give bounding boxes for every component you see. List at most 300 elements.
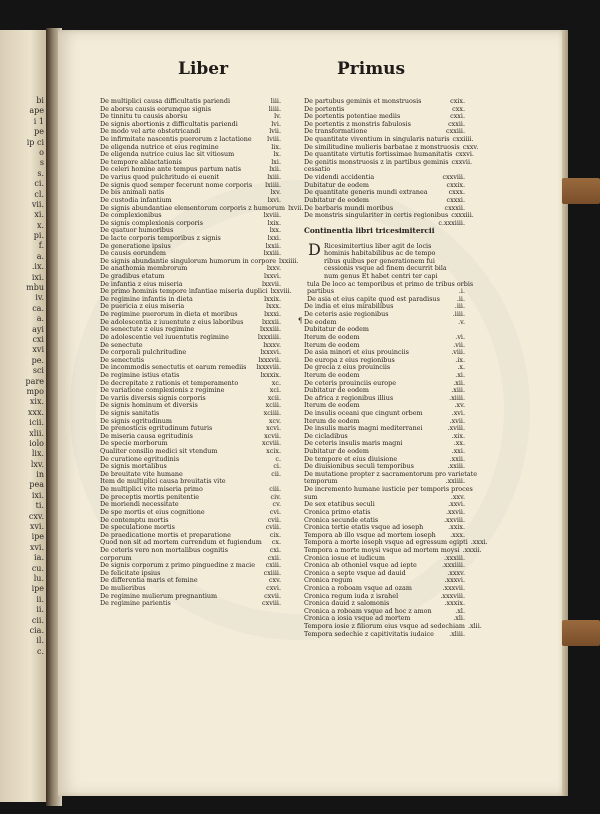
entry-title: De tinnitu tu causis aborsu: [100, 112, 188, 121]
entry-title: De ceteris insulis maris magni: [304, 439, 403, 448]
left-page-fragment: ipe: [31, 584, 44, 594]
entry-title: De signis mortalibus: [100, 462, 167, 471]
entry-title: Cronica a roboam vsque ad ozam: [304, 584, 412, 592]
left-page-fragment: i 1: [33, 116, 44, 126]
entry-title: De signis sanitatis: [100, 408, 160, 417]
entry-title: Qualiter consilio medici sit vtendum: [100, 447, 218, 456]
entry-title: corporum: [100, 553, 132, 562]
entry-title: De ceteris asie regionibus: [304, 310, 389, 319]
entry-title: De lacte corporis temporibus z signis: [100, 233, 221, 242]
left-page-fragment: ti.: [35, 501, 44, 511]
chapter-number: lv.: [274, 112, 281, 121]
chapter-number: c.xxxiiii.: [438, 218, 465, 227]
chapter-number: .xl.: [455, 606, 465, 615]
chapter-number: cxvi.: [266, 584, 281, 592]
left-page-text-fragments: [4, 96, 44, 657]
entry-title: De partubus geminis et monstruosis: [304, 97, 422, 105]
left-page-fragment: il.: [36, 636, 44, 646]
entry-title: De barbaris mundi moribus: [304, 203, 394, 212]
entry-title: De signis egritudinum: [100, 416, 172, 425]
entry-title: De regimine puerorum in dieta et moribus: [100, 310, 238, 319]
chapter-number: ci.: [273, 462, 281, 471]
chapter-number: cvii.: [267, 515, 281, 524]
chapter-number: cx.: [271, 538, 281, 547]
chapter-number: .xii.: [453, 378, 465, 387]
chapter-number: cxii.: [267, 553, 281, 562]
leather-strap-bottom: [562, 620, 600, 646]
entry-title: cessatio: [304, 165, 331, 174]
entry-title: De spe mortis et eius cognitione: [100, 507, 205, 516]
entry-title: De europa z eius regionibus: [304, 355, 395, 364]
chapter-number: xci.: [269, 386, 281, 395]
chapter-number: cii.: [271, 469, 281, 478]
right-toc-entry: [297, 485, 473, 494]
chapter-number: .xxx.: [450, 530, 465, 539]
chapter-number: .ii.: [456, 294, 465, 303]
left-page-fragment: ia.: [34, 553, 44, 563]
left-page-fragment: cxv.: [28, 511, 44, 521]
chapter-number: lxxxiii.: [259, 325, 281, 334]
chapter-number: .xxiiii.: [445, 477, 465, 486]
entry-title: De celeri homine ante tempus partum natis: [100, 165, 242, 174]
chapter-number: lix.: [271, 142, 281, 151]
running-head-right: Primus: [337, 59, 406, 79]
chapter-number: .xxxv.: [447, 568, 465, 577]
left-page-fragment: ixi.: [31, 272, 44, 282]
entry-title: De signis complexionis corporis: [100, 218, 203, 227]
entry-title: De portentis: [304, 104, 345, 113]
entry-title: Ricesimitertius liber agit de locis: [324, 241, 432, 250]
entry-title: De eligenda nutrice et eius regimine: [100, 142, 219, 151]
chapter-number: cxxix.: [446, 180, 465, 189]
entry-title: De prenosticis egritudinum futuris: [100, 424, 213, 433]
entry-title: Continentia libri tricesimitercii: [304, 226, 435, 236]
chapter-number: .iii.: [454, 302, 465, 311]
entry-title: De portentis potentiae mediis: [304, 112, 401, 121]
chapter-number: cxiiii.: [263, 568, 281, 577]
chapter-number: lviii.: [267, 135, 281, 144]
entry-title: De variis diversis signis corporis: [100, 393, 206, 402]
chapter-number: xcviii.: [262, 439, 281, 448]
left-page-fragment: xlii.: [29, 428, 44, 438]
entry-title: De felicitate ipsius: [100, 568, 161, 577]
left-page-fragment: in: [36, 470, 44, 480]
chapter-number: .vi.: [455, 332, 465, 341]
left-page-fragment: xvi.: [29, 542, 44, 552]
left-page-fragment: sci: [32, 366, 44, 376]
chapter-number: lx.: [273, 150, 281, 159]
chapter-number: xcvi.: [266, 424, 281, 433]
chapter-number: lxv.: [270, 188, 281, 197]
chapter-number: lxiii.: [267, 173, 281, 182]
entry-title: Tempora iosie z filiorum eius vsque ad sedechiam: [304, 622, 465, 631]
entry-title: De adolescentie vel iuuentutis regimine: [100, 332, 229, 341]
chapter-number: .iiii.: [452, 310, 465, 319]
entry-title: De insulis oceani que cingunt orbem: [304, 408, 423, 417]
chapter-number: lxviii.: [263, 211, 281, 220]
entry-title: De senectute: [100, 340, 143, 349]
chapter-number: lxxxii.: [262, 317, 281, 326]
entry-title: De miseria causa egritudinis: [100, 431, 193, 440]
entry-title: De africa z regionibus illius: [304, 393, 394, 402]
entry-title: De signis hominum et diversis: [100, 401, 198, 410]
chapter-number: liii.: [270, 97, 281, 105]
chapter-number: cvi.: [269, 507, 281, 516]
left-page-fragment: lxv.: [30, 459, 44, 469]
entry-title: De causis eorundem: [100, 249, 166, 258]
entry-title: De bis animali natis: [100, 188, 165, 197]
entry-title: De india et eius mirabilibus: [304, 302, 394, 311]
left-page-fragment: pi.: [33, 231, 44, 241]
chapter-number: .viii.: [451, 348, 465, 357]
chapter-number: cxxii.: [448, 119, 465, 128]
entry-title: De multiplici causa difficultatis pariendi: [100, 97, 231, 105]
chapter-number: xciii.: [265, 401, 281, 410]
chapter-number: cxvii.: [264, 591, 281, 600]
left-page-fragment: ca.: [32, 303, 44, 313]
chapter-number: lvii.: [269, 127, 281, 136]
entry-title: cessionis vsque ad finem decurrit bila: [324, 264, 447, 273]
chapter-number: lxxi.: [267, 233, 281, 242]
chapter-number: .v.: [458, 317, 465, 326]
entry-title: De genitis monstruosis z in partibus geminis: [304, 157, 449, 166]
chapter-number: .xliii.: [449, 629, 465, 638]
chapter-number: lxxxix.: [260, 370, 281, 379]
chapter-number: .xxxix.: [444, 599, 465, 608]
chapter-number: lxxix.: [264, 294, 281, 303]
entry-title: Cronica regum iuda z israhel: [304, 591, 399, 600]
entry-title: De eligenda nutrice cuius lac sit vitiosum: [100, 150, 235, 159]
entry-title: De incremento humane iusticie per temporis proces: [304, 485, 473, 494]
chapter-number: .xxxviii.: [440, 591, 465, 600]
entry-title: Tempora a morte ioseph vsque ad egressum egipti: [304, 538, 468, 547]
left-page-fragment: pea: [29, 480, 44, 490]
entry-title: Iterum de eodem: [304, 416, 360, 425]
left-page-fragment: lix.: [31, 449, 44, 459]
entry-title: Cronica a septe vsque ad dauid: [304, 568, 406, 577]
left-page-fragment: ip ci: [26, 137, 44, 147]
decorated-initial: D: [308, 240, 321, 259]
chapter-number: .xxxii.: [462, 545, 482, 554]
right-toc-entry: [297, 631, 465, 639]
left-page-fragment: a.: [36, 251, 44, 261]
entry-title: De puericia z eius miseria: [100, 302, 185, 311]
left-page-fragment: icii.: [29, 418, 44, 428]
entry-title: Iterum de eodem: [304, 332, 360, 341]
entry-title: Iterum de eodem: [304, 401, 360, 410]
entry-title: De grecia z eius prouinciis: [304, 363, 391, 372]
margin-mark: ¶: [298, 317, 303, 325]
chapter-number: liiii.: [268, 104, 281, 113]
entry-title: De infantia z eius miseria: [100, 279, 183, 288]
entry-title: De quantitate virtutis fortissimae humanitatis: [304, 150, 453, 159]
chapter-number: cxxviii.: [442, 173, 465, 182]
chapter-number: lxxxvi.: [260, 348, 281, 357]
entry-title: tula De loco ac temporibus et primo de tribus orbis: [307, 279, 474, 288]
chapter-number: cxiii.: [265, 561, 281, 570]
entry-title: De quatuor humoribus: [100, 226, 174, 235]
chapter-number: xcvii.: [264, 431, 281, 440]
entry-title: De diuisionibus seculi temporibus: [304, 462, 414, 471]
table-of-contents-right-column: [297, 97, 488, 638]
entry-title: hominis habitabilibus ac de tempo: [324, 249, 436, 258]
entry-title: temporum: [304, 477, 338, 486]
entry-title: De tempore ablactationis: [100, 157, 182, 166]
entry-title: num genus Et habet centri ter capi: [324, 272, 438, 281]
right-toc-entry: [297, 227, 465, 235]
chapter-number: .xli.: [453, 614, 465, 623]
entry-title: De anathomia membrorum: [100, 264, 188, 273]
entry-title: Cronica tertie etatis vsque ad ioseph: [304, 523, 424, 532]
chapter-number: .xv.: [454, 401, 465, 410]
left-page-fragment: xvi.: [29, 522, 44, 532]
entry-title: Dubitatur de eodem: [304, 447, 369, 456]
entry-title: De generatione ipsius: [100, 241, 171, 250]
entry-title: De corporali pulchritudine: [100, 348, 187, 357]
chapter-number: cxix.: [450, 97, 465, 105]
entry-title: De speculatione mortis: [100, 523, 175, 532]
chapter-number: .xiiii.: [449, 393, 465, 402]
left-page-fragment: pare: [25, 376, 44, 386]
entry-title: Iterum de eodem: [304, 340, 360, 349]
entry-title: De tempore et eius diuisione: [304, 454, 398, 463]
chapter-number: lxxxi.: [264, 310, 281, 319]
entry-title: Dubitatur de eodem: [304, 195, 369, 204]
chapter-number: lxiiii.: [265, 180, 281, 189]
entry-title: De decrepitate z rationis et temperamento: [100, 378, 239, 387]
chapter-number: cxxvii.: [451, 157, 473, 166]
chapter-number: .xviii.: [447, 424, 465, 433]
chapter-number: lxxvi.: [264, 272, 281, 281]
entry-title: De similitudine mulieris barbatae z monstruosis: [304, 142, 460, 151]
chapter-number: cxxxii.: [444, 203, 465, 212]
entry-title: De incommodis senectutis et earum remediis: [100, 363, 247, 372]
chapter-number: .i.: [458, 287, 465, 296]
chapter-number: cviii.: [265, 523, 281, 532]
chapter-number: xcv.: [268, 416, 281, 425]
chapter-number: cxxiii.: [446, 127, 465, 136]
entry-title: De modo vel arte obstetricandi: [100, 127, 201, 136]
left-page-fragment: cl.: [34, 189, 44, 199]
entry-title: De eodem: [304, 317, 337, 326]
entry-title: De variatione complexionis z regimine: [100, 386, 225, 395]
chapter-number: cxviii.: [262, 599, 281, 608]
chapter-number: lvi.: [271, 119, 281, 128]
entry-title: Tempora ab illo vsque ad mortem ioseph: [304, 530, 436, 539]
entry-title: De ceteris vero non mortalibus cognitis: [100, 545, 229, 554]
entry-title: De aborsu causis eorumque signis: [100, 104, 212, 113]
chapter-number: lxxiii.: [263, 249, 281, 258]
chapter-number: lxxviii.: [270, 287, 292, 296]
entry-title: De insulis maris magni mediterranei: [304, 424, 423, 433]
chapter-number: lxix.: [267, 218, 281, 227]
left-page-fragment: ii.: [36, 594, 44, 604]
entry-title: De videndi accidentia: [304, 173, 375, 182]
chapter-number: .xx.: [453, 439, 465, 448]
left-page-fragment: o: [39, 147, 44, 157]
left-page-fragment: ayi: [32, 324, 44, 334]
chapter-number: .xxxvi.: [444, 576, 465, 585]
entry-title: Cronica a roboam vsque ad hoc z amon: [304, 606, 432, 615]
chapter-number: xciiii.: [263, 408, 281, 417]
entry-title: De breuitate vite humane: [100, 469, 183, 478]
left-page-fragment: s: [39, 158, 44, 168]
chapter-number: cxv.: [268, 576, 281, 585]
entry-title: De portentis z monstris fabulosis: [304, 119, 411, 128]
chapter-number: cxxv.: [462, 142, 479, 151]
left-page-fragment: cxi: [32, 334, 44, 344]
running-head-left: Liber: [178, 59, 229, 79]
chapter-number: cxi.: [269, 545, 281, 554]
chapter-number: lxxiiii.: [279, 256, 299, 265]
entry-title: De gradibus etatum: [100, 272, 165, 281]
entry-title: Quod non sit ad mortem currendum et fugiendum: [100, 538, 262, 547]
chapter-number: lxvii.: [288, 203, 304, 212]
chapter-number: .xxii.: [449, 454, 465, 463]
chapter-number: cix.: [269, 530, 281, 539]
entry-title: Cronica ab othoniel vsque ad iepte: [304, 561, 417, 570]
chapter-number: .xvi.: [451, 408, 465, 417]
chapter-number: lxi.: [271, 157, 281, 166]
left-page-fragment: ii.: [36, 605, 44, 615]
entry-title: De regimine mulierum pregnantium: [100, 591, 218, 600]
entry-title: De custodia infantium: [100, 195, 172, 204]
chapter-number: .xi.: [455, 370, 465, 379]
chapter-number: .xxxvii.: [442, 584, 465, 592]
entry-title: De mulieribus: [100, 584, 146, 592]
entry-title: De complexionibus: [100, 211, 162, 220]
entry-title: De transformatione: [304, 127, 368, 136]
entry-title: De signis abundantiae elementorum corporis z humorum: [100, 203, 286, 212]
entry-title: Dubitatur de eodem: [304, 180, 369, 189]
left-page-fragment: x.: [36, 220, 44, 230]
chapter-number: lxxxviii.: [256, 363, 281, 372]
left-page-fragment: mbu: [26, 283, 44, 293]
chapter-number: .xxiii.: [447, 462, 465, 471]
table-of-contents-left-column: [100, 97, 304, 608]
entry-title: Iterum de eodem: [304, 370, 360, 379]
left-page-fragment: pe.: [31, 355, 44, 365]
entry-title: De preceptis mortis penitentie: [100, 492, 200, 501]
left-page-fragment: cii.: [31, 615, 44, 625]
entry-title: De senectute z eius regimine: [100, 325, 195, 334]
chapter-number: xcii.: [267, 393, 281, 402]
entry-title: sum: [304, 492, 318, 501]
entry-title: De signis corporum z primo pinguedine z macie: [100, 561, 256, 570]
entry-title: Tempora a morte moysi vsque ad mortem moysi: [304, 545, 460, 554]
chapter-number: cxxxi.: [446, 195, 465, 204]
left-page-edge: [0, 30, 50, 802]
entry-title: De contemptu mortis: [100, 515, 169, 524]
entry-title: De praedicatione mortis et preparatione: [100, 530, 231, 539]
entry-title: De adolescentia z iuuentute z eius laboribus: [100, 317, 244, 326]
chapter-number: lxxv.: [266, 264, 281, 273]
chapter-number: .xxxiii.: [443, 553, 465, 562]
entry-title: Cronica iosue et iudicum: [304, 553, 385, 562]
entry-title: De regimine infantis in dieta: [100, 294, 193, 303]
chapter-number: .xxvi.: [448, 500, 465, 509]
left-page-fragment: pe: [34, 127, 44, 137]
entry-title: ribus quibus per generationem fui: [324, 256, 435, 265]
chapter-number: cv.: [272, 500, 281, 509]
left-page-fragment: s.: [37, 168, 44, 178]
chapter-number: c.: [275, 454, 281, 463]
chapter-number: lxii.: [269, 165, 281, 174]
entry-title: De cicladibus: [304, 431, 348, 440]
entry-title: Item de multiplici causa breuitatis vite: [100, 477, 226, 486]
chapter-number: cxxx.: [448, 188, 465, 197]
entry-title: De signis abundantie singulorum humorum in corpore: [100, 256, 277, 265]
chapter-number: lxx.: [269, 226, 281, 235]
left-page-fragment: xxx.: [27, 407, 44, 417]
left-page-fragment: f.: [38, 241, 44, 251]
chapter-number: .xxi.: [451, 447, 465, 456]
chapter-number: .xxxi.: [470, 538, 488, 547]
entry-title: De signis quod semper fecerunt nome corporis: [100, 180, 253, 189]
left-page-fragment: mpo: [26, 386, 44, 396]
left-page-fragment: bi: [36, 96, 44, 105]
entry-title: De quantitate viventium in singularis naturis: [304, 135, 450, 144]
left-page-fragment: cia.: [29, 625, 44, 635]
entry-title: De primo hominis tempore infantiae miseria duplici: [100, 287, 268, 296]
entry-title: partibus: [307, 287, 335, 296]
entry-title: Tempora sedechie z capitivitatis iudaice: [304, 629, 434, 638]
entry-title: De mutatione propter z sacramentorum pro varietate: [304, 469, 478, 478]
left-page-fragment: ixi.: [31, 490, 44, 500]
entry-title: De varius quod pulchritudo ei euenit: [100, 173, 220, 182]
chapter-number: cxxxiii.: [451, 211, 474, 220]
chapter-number: .xxxiiii.: [441, 561, 465, 570]
entry-title: De ceteris prouinciis europe: [304, 378, 396, 387]
chapter-number: lxvi.: [267, 195, 281, 204]
entry-title: Cronica a iosia vsque ad mortem: [304, 614, 411, 623]
entry-title: Cronica primo etatis: [304, 507, 371, 516]
chapter-number: lxxxv.: [263, 340, 281, 349]
left-page-fragment: iolo: [29, 438, 44, 448]
left-page-fragment: ci.: [34, 179, 44, 189]
entry-title: De asia minori et eius prouinciis: [304, 348, 409, 357]
leather-strap-top: [562, 178, 600, 204]
left-page-fragment: vii.: [31, 199, 44, 209]
chapter-number: .xxvii.: [446, 507, 465, 516]
left-page-fragment: .ix.: [31, 262, 44, 272]
entry-title: Cronica dauid z salomonis: [304, 599, 390, 608]
chapter-number: xcix.: [266, 447, 281, 456]
left-page-fragment: cu.: [31, 563, 44, 573]
entry-title: De monstris singulariter in certis regionibus: [304, 211, 449, 220]
chapter-number: lxxvii.: [262, 279, 281, 288]
entry-title: De infirmitate nascentis puerorum z lactatione: [100, 135, 252, 144]
chapter-number: civ.: [270, 492, 281, 501]
chapter-number: .xix.: [451, 431, 465, 440]
left-page-fragment: c.: [36, 646, 44, 656]
left-page-fragment: lu.: [33, 573, 44, 583]
left-page-fragment: xvi: [32, 345, 44, 355]
entry-title: De quantitate generis mundi extranea: [304, 188, 428, 197]
chapter-number: lxxxvii.: [258, 355, 281, 364]
left-page-fragment: xi.: [34, 210, 44, 220]
chapter-number: .x.: [457, 363, 465, 372]
entry-title: De senectutis: [100, 355, 145, 364]
entry-title: Cronica regum: [304, 576, 353, 585]
chapter-number: xc.: [271, 378, 281, 387]
entry-title: Dubitatur de eodem: [304, 386, 369, 395]
entry-title: De sex etatibus seculi: [304, 500, 375, 509]
entry-title: De regimine parientis: [100, 599, 171, 608]
entry-title: De asia et eius capite quod est paradisus: [307, 294, 440, 303]
left-toc-entry: [100, 600, 281, 608]
left-page-fragment: ape: [29, 106, 44, 116]
